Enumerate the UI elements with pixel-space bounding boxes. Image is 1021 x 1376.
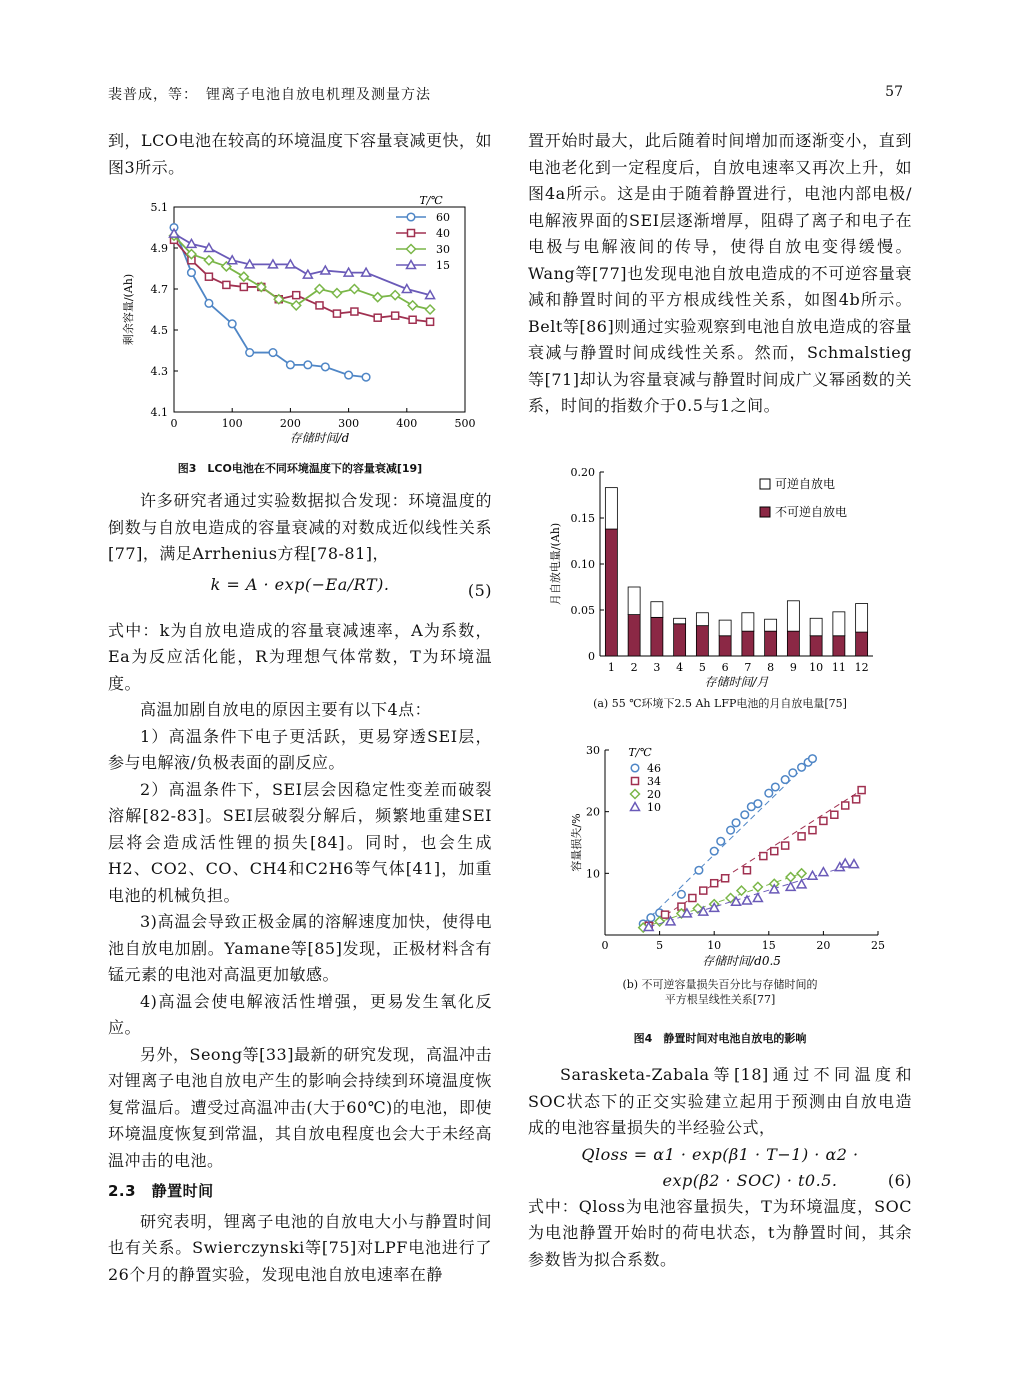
fig4b-chart [560,740,890,970]
data-point [223,281,230,288]
data-point [743,867,750,874]
data-point [797,869,806,878]
data-point [771,848,778,855]
bar-reversible [696,613,708,626]
equation-body: k = A · exp(−Ea/RT). [210,574,390,594]
data-point [409,316,416,323]
x-tick-label: 12 [854,661,869,674]
bar-reversible [628,587,640,615]
paragraph: 另外，Seong等[33]最新的研究发现，高温冲击对锂离子电池自放电产生的影响会持续到环境温度恢复常温后。遭受过高温冲击(大于60℃)的电池，即使环境温度恢复到常温，其自放电程度也会大于未经高温冲击的电池。 [108,1044,492,1170]
x-tick-label: 5 [656,939,664,952]
bar-reversible [742,613,754,631]
data-point [760,853,767,860]
equation-number: (5) [467,580,492,600]
data-point [809,827,816,834]
data-point [710,847,718,855]
data-point [228,256,237,264]
x-axis-label: 存储时间/d [289,431,350,445]
legend-label: 60 [436,211,450,224]
x-tick-label: 15 [761,939,776,952]
legend-label: 不可逆自放电 [775,505,848,519]
bar-reversible [765,619,777,631]
x-tick-label: 8 [767,661,775,674]
legend-label: 15 [436,259,450,272]
data-point [765,789,773,797]
y-tick-label: 4.7 [150,283,168,296]
fig3-chart [108,190,492,455]
data-point [333,310,340,317]
bar-irreversible [719,636,731,656]
paragraph: 高温加剧自放电的原因主要有以下4点： [140,700,432,719]
legend-label: 10 [647,801,661,814]
equation-5 [108,572,492,612]
legend-marker [631,790,640,799]
data-point [205,300,213,308]
x-axis-label: 存储时间/月 [704,675,769,689]
header-title: 裴普成，等： 锂离子电池自放电机理及测量方法 [108,87,431,103]
data-point [809,755,817,763]
data-point [786,873,795,882]
legend-label: 40 [436,227,450,240]
data-point [426,305,435,314]
data-point [742,896,751,904]
x-tick-label: 300 [338,417,360,430]
y-tick-label: 0 [588,650,595,663]
data-point [391,291,400,300]
bar-reversible [719,620,731,636]
data-point [332,289,341,298]
bar-reversible [810,618,822,635]
legend-label: 46 [647,762,661,775]
data-point [351,308,358,315]
paragraph: 研究表明，锂离子电池的自放电大小与静置时间也有关系。Swierczynski等[75]对LPF电池进行了26个月的静置实验，发现电池自放电速率在静 [108,1211,492,1284]
data-point [269,349,277,357]
bar-reversible [833,612,845,636]
y-tick-label: 10 [586,867,600,881]
data-point [350,285,359,294]
left-column [108,128,492,181]
data-point [205,273,212,280]
bar-irreversible [810,636,822,656]
y-tick-label: 0.10 [570,558,595,571]
legend-marker [631,803,640,811]
x-tick-label: 11 [831,661,846,674]
data-point [392,312,399,319]
fig4b-caption-line2: 平方根呈线性关系[77] [664,993,776,1006]
equation-line2: exp(β2 · SOC) · t0.5. [662,1170,838,1190]
x-tick-label: 10 [809,661,824,674]
fig4b-caption-line1: (b) 不可逆容量损失百分比与存储时间的 [622,978,818,991]
data-point [239,272,248,281]
bar-reversible [605,488,617,529]
paragraph: Sarasketa-Zabala等[18]通过不同温度和SOC状态下的正交实验建立起用于预测由自放电造成的电池容量损失的半经验公式， [528,1065,912,1137]
y-axis-label: 月自放电量/(Ah) [549,522,562,606]
fig3-caption: 图3 LCO电池在不同环境温度下的容量衰减[19] [177,462,423,475]
equation-line1: Qloss = α1 · exp(β1 · T−1) · α2 · [581,1144,859,1164]
data-point [853,796,860,803]
left-column-body [108,488,492,1288]
data-point [287,361,295,369]
data-point [727,826,735,834]
paragraph: 到，LCO电池在较高的环境温度下容量衰减更快，如图3所示。 [108,131,492,177]
data-point [753,882,762,891]
bar-irreversible [674,624,686,656]
page-number: 57 [885,84,903,100]
data-point [689,895,696,902]
data-point [304,361,312,369]
equation-6 [528,1142,912,1194]
x-tick-label: 1 [607,661,615,674]
y-tick-label: 30 [586,744,600,757]
data-point [842,802,849,809]
paragraph: 式中：k为自放电造成的容量衰减速率，A为系数，Ea为反应活化能，R为理想气体常数，T为环境温度。 [108,620,492,693]
legend-label: 34 [647,775,661,788]
y-tick-label: 20 [586,805,600,819]
section-heading: 2.3 静置时间 [108,1182,214,1200]
data-point [362,373,370,381]
y-tick-label: 4.9 [150,242,168,255]
bar-irreversible [833,636,845,656]
x-tick-label: 10 [707,939,722,952]
fig4-caption: 图4 静置时间对电池自放电的影响 [633,1032,807,1045]
paragraph: 1）高温条件下电子更活跃，更易穿透SEI层，参与电解液/负极表面的副反应。 [108,726,492,772]
legend-marker [632,778,639,785]
x-tick-label: 3 [653,661,661,674]
legend-swatch [760,479,770,489]
data-point [717,837,725,845]
x-tick-label: 500 [454,417,476,430]
paragraph: 4)高温会使电解液活性增强，更易发生氧化反应。 [108,991,492,1037]
legend-marker [408,230,415,237]
data-point [187,239,196,247]
y-axis-label: 容量损失/% [570,813,583,872]
y-tick-label: 0.05 [570,604,595,617]
x-axis-label: 存储时间/d0.5 [702,954,781,968]
paragraph: 2）高温条件下，SEI层会因稳定性变差而破裂溶解[82-83]。SEI层破裂分解后，频繁地重建SEI层将会造成活性锂的损失[84]。同时，也会生成H2、CO2、CO、CH4和C2H6等气体[41]，加重电池的机械负担。 [108,779,492,905]
data-point [695,866,703,874]
x-tick-label: 400 [396,417,418,430]
data-point [678,891,686,899]
paragraph: 3)高温会导致正极金属的溶解速度加快，使得电池自放电加剧。Yamane等[85]发现，正极材料含有锰元素的电池对高温更加敏感。 [108,912,492,984]
bar-irreversible [856,632,868,656]
x-tick-label: 200 [279,417,301,430]
data-point [316,302,323,309]
paragraph: 置开始时最大，此后随着时间增加而逐渐变小，直到电池老化到一定程度后，自放电速率又再次上升，如图4a所示。这是由于随着静置进行，电池内部电极/电解液界面的SEI层逐渐增厚，阻碍了离子和电子在电极与电解液间的传导，使得自放电变得缓慢。Wang等[77]也发现电池自放电造成的不可逆容量衰减和静置时间的平方根成线性关系，如图4b所示。Belt等[86]则通过实验观察到电池自放电造成的容量衰减与静置时间成线性关系。然而，Schmalstieg等[71]却认为容量衰减与静置时间成广义幂函数的关系，时间的指数介于0.5与1之间。 [528,131,912,415]
y-tick-label: 0.15 [570,512,595,525]
data-point [797,880,806,888]
bar-reversible [856,604,868,633]
data-point [427,318,434,325]
data-point [647,914,655,922]
bar-irreversible [696,626,708,656]
data-point [841,859,850,867]
data-point [732,819,740,827]
x-tick-label: 0 [170,417,178,430]
data-point [722,875,729,882]
data-point [408,301,417,310]
data-point [820,817,827,824]
data-point [772,783,780,791]
data-point [781,776,789,784]
bar-irreversible [742,631,754,656]
x-tick-label: 5 [698,661,706,674]
data-point [819,868,828,876]
right-column-body [528,1062,912,1273]
bar-irreversible [605,529,617,656]
data-point [293,292,300,299]
x-tick-label: 2 [630,661,638,674]
legend-label: 可逆自放电 [775,477,836,491]
fig4a-chart [545,460,885,696]
y-axis-label: 剩余容量/(Ah) [122,273,135,346]
bar-irreversible [787,631,799,656]
data-point [188,269,196,277]
data-point [373,293,382,302]
y-tick-label: 4.3 [150,365,168,378]
legend-label: 20 [647,788,661,801]
legend-title: T/℃ [628,746,652,759]
data-point [858,787,865,794]
x-tick-label: 100 [221,417,243,430]
data-point [322,363,330,371]
bar-irreversible [651,617,663,656]
data-point [782,842,789,849]
fig4a-caption: (a) 55 ℃环境下2.5 Ah LFP电池的月自放电量[75] [593,697,847,710]
y-tick-label: 5.1 [150,201,168,214]
data-point [700,887,707,894]
x-tick-label: 25 [871,939,885,952]
legend-swatch [760,507,770,517]
data-point [374,314,381,321]
data-point [228,320,236,328]
paragraph: 许多研究者通过实验数据拟合发现：环境温度的倒数与自放电造成的容量衰减的对数成近似线性关系[77]，满足Arrhenius方程[78-81]， [108,491,492,563]
data-point [204,256,213,265]
bar-irreversible [628,615,640,656]
data-point [711,880,718,887]
x-tick-label: 7 [744,661,752,674]
data-point [808,871,817,879]
data-point [246,349,254,357]
bar-reversible [651,602,663,618]
running-header [108,84,903,106]
y-tick-label: 4.1 [150,406,168,419]
equation-number: (6) [887,1170,912,1190]
bar-reversible [674,618,686,624]
data-point [798,833,805,840]
legend-marker [407,245,416,254]
bar-reversible [787,601,799,631]
right-column [528,128,912,420]
data-point [786,882,795,890]
y-tick-label: 4.5 [150,324,168,337]
legend-title: T/℃ [419,194,443,207]
x-tick-label: 0 [601,939,609,952]
data-point [737,886,746,895]
data-point [741,811,749,819]
data-point [662,911,669,918]
x-tick-label: 9 [789,661,797,674]
legend-marker [631,764,639,772]
bar-irreversible [765,631,777,656]
series-line-15 [174,234,430,296]
legend-marker [407,213,415,221]
data-point [754,800,762,808]
data-point [831,811,838,818]
x-tick-label: 4 [676,661,684,674]
data-point [345,371,353,379]
x-tick-label: 6 [721,661,729,674]
data-point [849,860,858,868]
data-point [789,769,797,777]
x-tick-label: 20 [816,939,831,952]
legend-label: 30 [436,243,450,256]
paragraph: 式中：Qloss为电池容量损失，T为环境温度，SOC为电池静置开始时的荷电状态，t为静置时间，其余参数皆为拟合系数。 [528,1196,912,1269]
data-point [240,283,247,290]
y-tick-label: 0.20 [570,466,595,479]
